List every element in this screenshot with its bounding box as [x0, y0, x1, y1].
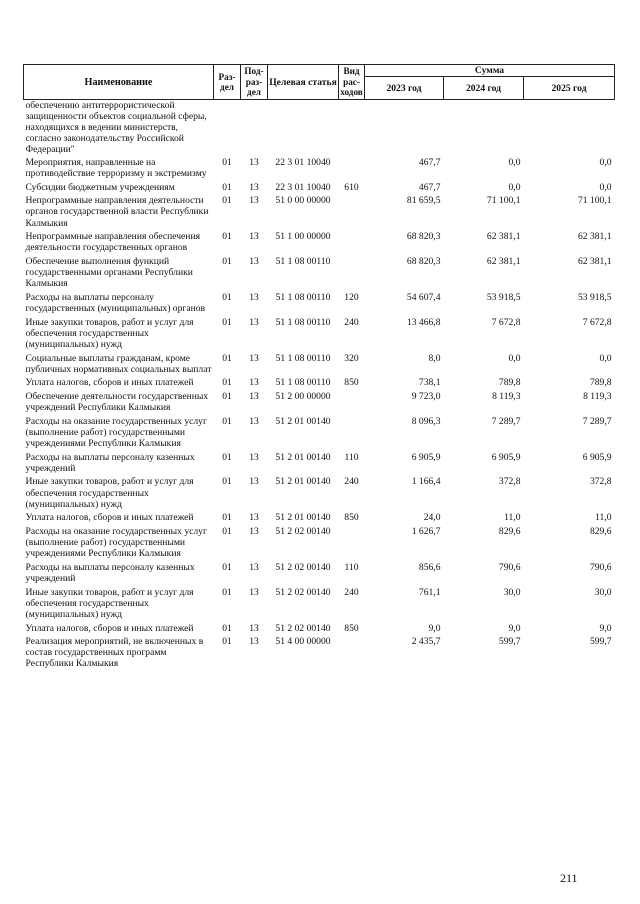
row-name: Социальные выплаты гражданам, кроме публичных нормативных социальных выплат [25, 352, 212, 375]
table-row [24, 635, 615, 671]
row-sum-2025: 6 905,9 [582, 451, 612, 463]
row-expense-type: 320 [344, 352, 359, 364]
row-target-article: 51 2 02 00140 [275, 561, 331, 573]
row-sum-2025: 0,0 [599, 352, 612, 364]
row-expense-type [339, 390, 365, 415]
row-razdel: 01 [222, 415, 232, 427]
row-name: Расходы на выплаты персоналу казенных учреждений [25, 561, 195, 584]
row-target-article: 22 3 01 10040 [275, 181, 331, 193]
table-body [24, 100, 615, 671]
row-target-article: 51 1 08 00110 [275, 377, 331, 389]
row-expense-type: 240 [344, 316, 359, 328]
row-razdel: 01 [222, 231, 232, 243]
row-target-article: 51 1 08 00110 [275, 316, 331, 328]
header-sum: Сумма [365, 65, 615, 77]
row-podrazdel: 13 [249, 291, 259, 303]
header-year-2024: 2024 год [444, 77, 524, 100]
row-sum-2024: 7 289,7 [491, 415, 521, 427]
row-sum-2024: 0,0 [508, 352, 521, 364]
row-sum-2025: 0,0 [599, 156, 612, 168]
row-target-article: 22 3 01 10040 [275, 156, 331, 168]
row-razdel: 01 [222, 195, 232, 207]
row-sum-2023: 467,7 [418, 156, 441, 168]
row-target-article: 51 1 08 00110 [275, 255, 331, 267]
row-podrazdel: 13 [249, 561, 259, 573]
row-podrazdel: 13 [249, 512, 259, 524]
table-row [24, 230, 615, 255]
row-expense-type: 850 [344, 512, 359, 524]
row-name: Мероприятия, направленные на противодействие терроризму и экстремизму [25, 156, 207, 179]
row-sum-2025: 790,6 [589, 561, 612, 573]
row-sum-2024 [444, 100, 524, 156]
row-podrazdel [241, 100, 268, 156]
row-sum-2023: 68 820,3 [406, 231, 441, 243]
row-razdel: 01 [222, 451, 232, 463]
row-target-article: 51 0 00 00000 [275, 195, 331, 207]
row-sum-2025: 7 672,8 [582, 316, 612, 328]
row-sum-2025: 599,7 [589, 636, 612, 648]
row-sum-2024: 62 381,1 [486, 255, 521, 267]
row-podrazdel: 13 [249, 525, 259, 537]
row-expense-type [339, 635, 365, 671]
row-expense-type [339, 100, 365, 156]
row-razdel: 01 [222, 525, 232, 537]
row-target-article: 51 1 00 00000 [275, 231, 331, 243]
row-razdel: 01 [222, 622, 232, 634]
header-podrazdel: Под-раз-дел [241, 65, 268, 100]
row-razdel: 01 [222, 316, 232, 328]
row-sum-2024: 7 672,8 [491, 316, 521, 328]
row-expense-type: 850 [344, 622, 359, 634]
table-row [24, 475, 615, 511]
table-row [24, 525, 615, 561]
row-razdel: 01 [222, 181, 232, 193]
row-podrazdel: 13 [249, 586, 259, 598]
row-sum-2023: 8,0 [428, 352, 441, 364]
row-sum-2023: 856,6 [418, 561, 441, 573]
row-name: Непрограммные направления деятельности органов государственной власти Республики Калмыкия [25, 195, 209, 229]
row-sum-2025: 829,6 [589, 525, 612, 537]
row-expense-type [339, 194, 365, 230]
row-sum-2023: 9,0 [428, 622, 441, 634]
row-razdel: 01 [222, 156, 232, 168]
row-sum-2023: 738,1 [418, 377, 441, 389]
table-row [24, 450, 615, 475]
row-sum-2023: 13 466,8 [406, 316, 441, 328]
row-razdel: 01 [222, 476, 232, 488]
row-sum-2025: 62 381,1 [577, 231, 612, 243]
row-name: Уплата налогов, сборов и иных платежей [25, 377, 194, 389]
row-razdel: 01 [222, 561, 232, 573]
table-row [24, 621, 615, 635]
row-expense-type: 110 [344, 561, 359, 573]
row-name: Обеспечение выполнения функций государственными органами Республики Калмыкия [25, 255, 193, 290]
row-podrazdel: 13 [249, 156, 259, 168]
row-podrazdel: 13 [249, 255, 259, 267]
row-name: обеспечению антитеррористической защищенности объектов социальной сферы, находящихся в ведении министерств, согласно законодательству Российской Федерации" [25, 100, 207, 156]
row-razdel: 01 [222, 512, 232, 524]
row-expense-type: 240 [344, 586, 359, 598]
row-sum-2024: 6 905,9 [491, 451, 521, 463]
row-name: Расходы на выплаты персоналу государственных (муниципальных) органов [25, 291, 206, 314]
row-sum-2023: 24,0 [423, 512, 441, 524]
row-razdel: 01 [222, 586, 232, 598]
table-header [24, 65, 615, 100]
row-sum-2023: 761,1 [418, 586, 441, 598]
table-row [24, 291, 615, 316]
row-sum-2025 [524, 100, 615, 156]
row-podrazdel: 13 [249, 377, 259, 389]
row-podrazdel: 13 [249, 476, 259, 488]
row-sum-2025: 8 119,3 [583, 390, 612, 402]
row-sum-2024: 372,8 [498, 476, 521, 488]
row-sum-2024: 0,0 [508, 156, 521, 168]
row-target-article: 51 2 02 00140 [275, 622, 331, 634]
row-razdel [214, 100, 241, 156]
header-name: Наименование [24, 65, 214, 100]
header-expense-type: Вид рас-ходов [339, 65, 365, 100]
table-row [24, 156, 615, 181]
row-target-article [268, 100, 339, 156]
row-expense-type: 610 [344, 181, 359, 193]
row-expense-type [339, 156, 365, 181]
row-name: Уплата налогов, сборов и иных платежей [25, 512, 194, 524]
row-name: Иные закупки товаров, работ и услуг для обеспечения государственных (муниципальных) нужд [25, 586, 194, 620]
row-sum-2023: 54 607,4 [406, 291, 441, 303]
table-row [24, 180, 615, 194]
table-row [24, 390, 615, 415]
row-name: Иные закупки товаров, работ и услуг для обеспечения государственных (муниципальных) нужд [25, 476, 194, 510]
row-expense-type [339, 525, 365, 561]
row-sum-2024: 8 119,3 [492, 390, 521, 402]
row-sum-2024: 599,7 [498, 636, 521, 648]
row-expense-type: 110 [344, 451, 359, 463]
row-expense-type [339, 414, 365, 450]
row-sum-2024: 30,0 [503, 586, 521, 598]
row-sum-2025: 7 289,7 [582, 415, 612, 427]
row-expense-type: 240 [344, 476, 359, 488]
row-sum-2024: 53 918,5 [486, 291, 521, 303]
row-target-article: 51 2 01 00140 [275, 476, 331, 488]
table-row [24, 194, 615, 230]
row-podrazdel: 13 [249, 352, 259, 364]
row-expense-type: 120 [344, 291, 359, 303]
row-sum-2024: 71 100,1 [486, 195, 521, 207]
row-target-article: 51 1 08 00110 [275, 291, 331, 303]
row-sum-2023: 9 723,0 [411, 390, 441, 402]
row-sum-2025: 372,8 [589, 476, 612, 488]
row-sum-2023: 2 435,7 [411, 636, 441, 648]
row-name: Иные закупки товаров, работ и услуг для обеспечения государственных (муниципальных) нужд [25, 316, 194, 350]
row-name: Уплата налогов, сборов и иных платежей [25, 622, 194, 634]
row-podrazdel: 13 [249, 181, 259, 193]
row-razdel: 01 [222, 291, 232, 303]
row-podrazdel: 13 [249, 415, 259, 427]
row-sum-2023: 1 166,4 [411, 476, 441, 488]
row-podrazdel: 13 [249, 316, 259, 328]
row-podrazdel: 13 [249, 195, 259, 207]
table-row [24, 376, 615, 390]
row-name: Непрограммные направления обеспечения деятельности государственных органов [25, 231, 200, 254]
row-target-article: 51 2 02 00140 [275, 525, 331, 537]
row-sum-2025: 9,0 [599, 622, 612, 634]
row-sum-2025: 11,0 [595, 512, 612, 524]
header-target-article: Целевая статья [268, 65, 339, 100]
page-number: 211 [560, 871, 578, 885]
row-sum-2025: 62 381,1 [577, 255, 612, 267]
row-name: Субсидии бюджетным учреждениям [25, 181, 175, 193]
row-podrazdel: 13 [249, 636, 259, 648]
row-sum-2024: 9,0 [508, 622, 521, 634]
row-razdel: 01 [222, 352, 232, 364]
row-sum-2024: 790,6 [498, 561, 521, 573]
table-row [24, 315, 615, 351]
table-row [24, 511, 615, 525]
row-podrazdel: 13 [249, 622, 259, 634]
row-sum-2024: 62 381,1 [486, 231, 521, 243]
row-podrazdel: 13 [249, 231, 259, 243]
table-row [24, 100, 615, 156]
row-expense-type: 850 [344, 377, 359, 389]
row-sum-2023: 467,7 [418, 181, 441, 193]
row-target-article: 51 1 08 00110 [275, 352, 331, 364]
row-expense-type [339, 255, 365, 291]
table-row [24, 414, 615, 450]
row-razdel: 01 [222, 377, 232, 389]
table-row [24, 351, 615, 376]
header-year-2023: 2023 год [365, 77, 444, 100]
header-razdel: Раз-дел [214, 65, 241, 100]
row-target-article: 51 2 02 00140 [275, 586, 331, 598]
row-sum-2024: 789,8 [498, 377, 521, 389]
table-row [24, 255, 615, 291]
row-sum-2025: 0,0 [599, 181, 612, 193]
row-sum-2023: 81 659,5 [406, 195, 441, 207]
row-sum-2023: 8 096,3 [411, 415, 441, 427]
row-target-article: 51 2 00 00000 [275, 390, 331, 402]
row-name: Расходы на оказание государственных услуг (выполнение работ) государственными учреждениями Республики Калмыкия [25, 415, 207, 449]
row-name: Реализация мероприятий, не включенных в состав государственных программ Республики Калмыкия [25, 636, 204, 670]
row-sum-2023: 1 626,7 [411, 525, 441, 537]
row-sum-2025: 30,0 [594, 586, 612, 598]
row-name: Расходы на выплаты персоналу казенных учреждений [25, 451, 195, 474]
table-row [24, 561, 615, 586]
row-target-article: 51 2 01 00140 [275, 415, 331, 427]
row-target-article: 51 4 00 00000 [275, 636, 331, 648]
row-sum-2025: 789,8 [589, 377, 612, 389]
budget-table [23, 64, 615, 671]
row-sum-2023: 6 905,9 [411, 451, 441, 463]
row-sum-2025: 53 918,5 [577, 291, 612, 303]
row-target-article: 51 2 01 00140 [275, 512, 331, 524]
row-sum-2024: 0,0 [508, 181, 521, 193]
row-razdel: 01 [222, 390, 232, 402]
row-expense-type [339, 230, 365, 255]
row-sum-2023 [365, 100, 444, 156]
row-razdel: 01 [222, 636, 232, 648]
row-sum-2025: 71 100,1 [577, 195, 612, 207]
row-podrazdel: 13 [249, 390, 259, 402]
row-sum-2024: 11,0 [504, 512, 521, 524]
table-row [24, 585, 615, 621]
row-sum-2023: 68 820,3 [406, 255, 441, 267]
header-year-2025: 2025 год [524, 77, 615, 100]
row-target-article: 51 2 01 00140 [275, 451, 331, 463]
row-name: Расходы на оказание государственных услуг (выполнение работ) государственными учреждениями Республики Калмыкия [25, 525, 207, 560]
row-podrazdel: 13 [249, 451, 259, 463]
row-name: Обеспечение деятельности государственных учреждений Республики Калмыкия [25, 390, 209, 414]
row-razdel: 01 [222, 255, 232, 267]
row-sum-2024: 829,6 [498, 525, 521, 537]
